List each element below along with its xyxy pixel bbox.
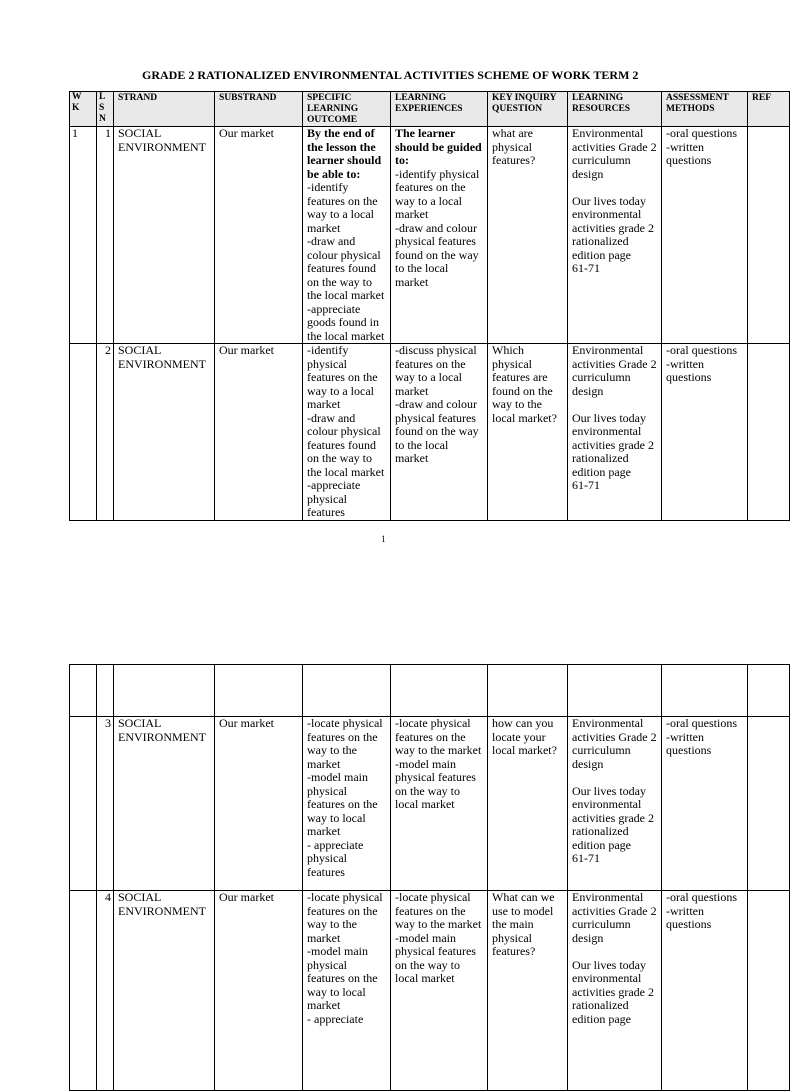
cell-inquiry: how can you locate your local market? <box>488 717 568 891</box>
header-reflection: REF <box>748 92 790 127</box>
cell-assessment: -oral questions -written questions <box>662 717 748 891</box>
cell-inquiry: what are physical features? <box>488 127 568 344</box>
cell-strand: SOCIAL ENVIRONMENT <box>114 891 215 1091</box>
cell-resources: Environmental activities Grade 2 curriculumn design Our lives today environmental activities grade 2 rationalized edition page 61-71 <box>568 344 662 521</box>
header-week: W K <box>70 92 97 127</box>
outcome-lead: By the end of the lesson the learner should be able to: <box>307 126 382 181</box>
cell-outcome: -locate physical features on the way to the market -model main physical features on the way to local market - appreciate <box>303 891 391 1091</box>
header-specific-learning-outcome: SPECIFIC LEARNING OUTCOME <box>303 92 391 127</box>
table-row <box>70 891 790 1091</box>
cell-inquiry: What can we use to model the main physical features? <box>488 891 568 1091</box>
scheme-of-work-table-continued <box>69 664 790 1091</box>
table-header-row <box>70 92 790 127</box>
cell-resources: Environmental activities Grade 2 curriculumn design Our lives today environmental activities grade 2 rationalized edition page <box>568 891 662 1091</box>
cell-assessment: -oral questions -written questions <box>662 891 748 1091</box>
cell-week: 1 <box>70 127 97 344</box>
cell-assessment: -oral questions -written questions <box>662 344 748 521</box>
cell-substrand: Our market <box>215 717 303 891</box>
cell-substrand: Our market <box>215 891 303 1091</box>
cell-week <box>70 344 97 521</box>
scheme-of-work-table <box>69 91 790 521</box>
header-lesson: L S N <box>97 92 114 127</box>
cell-assessment: -oral questions -written questions <box>662 127 748 344</box>
cell-experiences: -locate physical features on the way to the market -model main physical features on the way to local market <box>391 717 488 891</box>
header-assessment-methods: ASSESSMENT METHODS <box>662 92 748 127</box>
cell-inquiry: Which physical features are found on the way to the local market? <box>488 344 568 521</box>
header-key-inquiry-question: KEY INQUIRY QUESTION <box>488 92 568 127</box>
cell-lesson: 2 <box>97 344 114 521</box>
cell-outcome: By the end of the lesson the learner should be able to: -identify features on the way to a local market -draw and colour physical features found on the way to the local market -appreciate goods found in the local market <box>303 127 391 344</box>
cell-resources: Environmental activities Grade 2 curriculumn design Our lives today environmental activities grade 2 rationalized edition page 61-71 <box>568 717 662 891</box>
cell-strand: SOCIAL ENVIRONMENT <box>114 717 215 891</box>
cell-lesson: 1 <box>97 127 114 344</box>
cell-week <box>70 891 97 1091</box>
cell-strand: SOCIAL ENVIRONMENT <box>114 127 215 344</box>
cell-reflection <box>748 127 790 344</box>
cell-outcome: -locate physical features on the way to the market -model main physical features on the way to local market - appreciate physical features <box>303 717 391 891</box>
cell-outcome: -identify physical features on the way to a local market -draw and colour physical features found on the way to the local market -appreciate physical features <box>303 344 391 521</box>
header-learning-experiences: LEARNING EXPERIENCES <box>391 92 488 127</box>
table-row <box>70 344 790 521</box>
cell-substrand: Our market <box>215 344 303 521</box>
table-row <box>70 717 790 891</box>
page-number: 1 <box>381 534 386 544</box>
header-learning-resources: LEARNING RESOURCES <box>568 92 662 127</box>
header-substrand: SUBSTRAND <box>215 92 303 127</box>
cell-substrand: Our market <box>215 127 303 344</box>
cell-reflection <box>748 717 790 891</box>
cell-strand: SOCIAL ENVIRONMENT <box>114 344 215 521</box>
blank-header-row <box>70 665 790 717</box>
cell-experiences: The learner should be guided to: -identify physical features on the way to a local market -draw and colour physical features found on the way to the local market <box>391 127 488 344</box>
cell-reflection <box>748 891 790 1091</box>
header-strand: STRAND <box>114 92 215 127</box>
cell-lesson: 4 <box>97 891 114 1091</box>
cell-reflection <box>748 344 790 521</box>
cell-week <box>70 717 97 891</box>
table-row <box>70 127 790 344</box>
cell-experiences: -discuss physical features on the way to a local market -draw and colour physical features found on the way to the local market <box>391 344 488 521</box>
experiences-lead: The learner should be guided to: <box>395 126 482 167</box>
cell-resources: Environmental activities Grade 2 curriculumn design Our lives today environmental activities grade 2 rationalized edition page 61-71 <box>568 127 662 344</box>
cell-lesson: 3 <box>97 717 114 891</box>
document-title: GRADE 2 RATIONALIZED ENVIRONMENTAL ACTIVITIES SCHEME OF WORK TERM 2 <box>142 68 639 82</box>
cell-experiences: -locate physical features on the way to the market -model main physical features on the way to local market <box>391 891 488 1091</box>
